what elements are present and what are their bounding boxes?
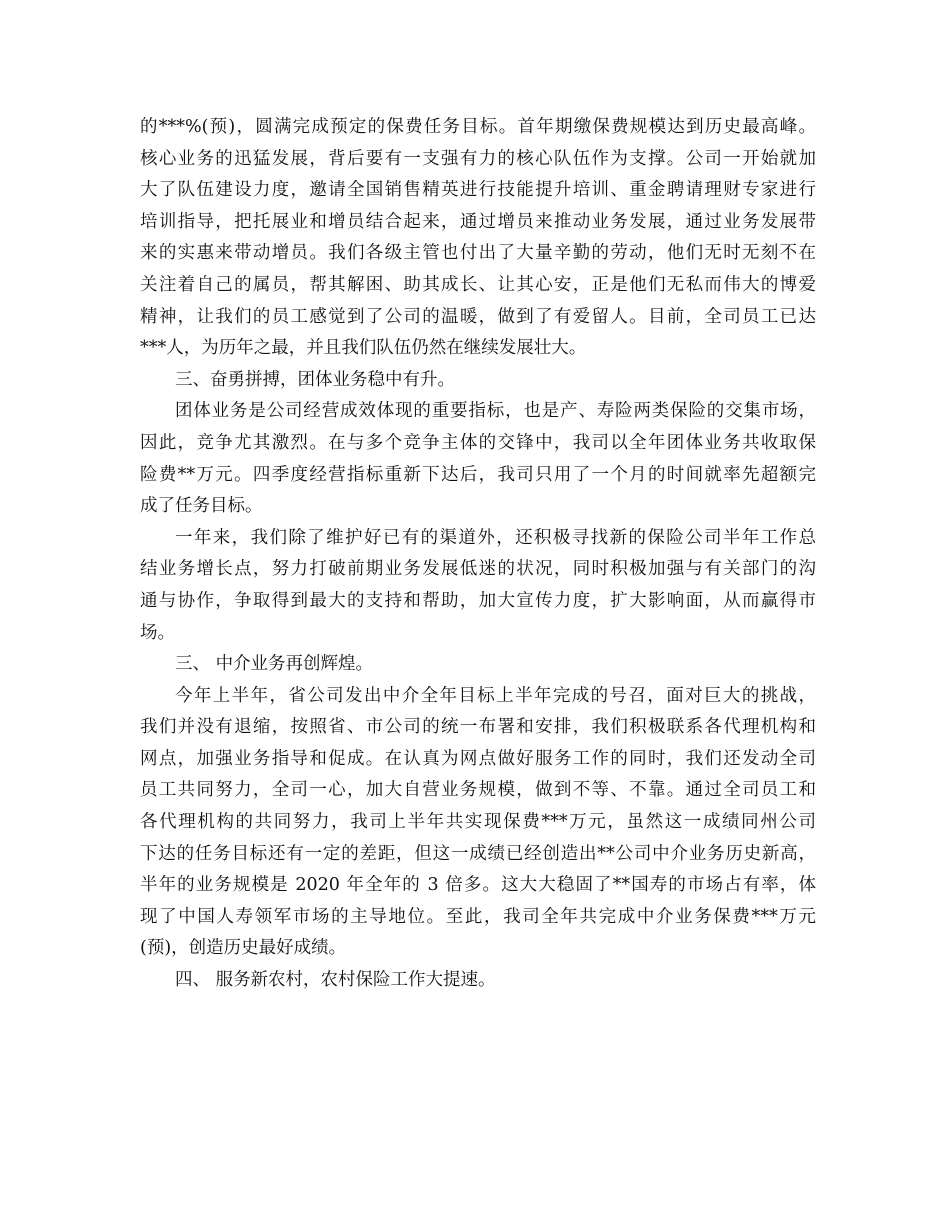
paragraph-line: 各代理机构的共同努力，我司上半年共实现保费***万元，虽然这一成绩同州公司 <box>140 812 816 833</box>
paragraph-line: 结业务增长点，努力打破前期业务发展低迷的状况，同时积极加强与有关部门的沟 <box>140 559 816 580</box>
paragraph-line: 下达的任务目标还有一定的差距，但这一成绩已经创造出**公司中介业务历史新高， <box>140 843 816 864</box>
paragraph-line: 因此，竞争尤其激烈。在与多个竞争主体的交锋中，我司以全年团体业务共收取保 <box>140 432 816 453</box>
paragraph-line: 来的实惠来带动增员。我们各级主管也付出了大量辛勤的劳动，他们无时无刻不在 <box>140 243 816 264</box>
paragraph-line: 一年来，我们除了维护好已有的渠道外，还积极寻找新的保险公司半年工作总 <box>175 527 816 548</box>
paragraph-line: 团体业务是公司经营成效体现的重要指标，也是产、寿险两类保险的交集市场， <box>175 401 816 422</box>
paragraph-line: 我们并没有退缩，按照省、市公司的统一布署和安排，我们积极联系各代理机构和 <box>140 717 816 738</box>
paragraph-line: 成了任务目标。 <box>140 496 263 517</box>
section-heading: 三、奋勇拼搏，团体业务稳中有升。 <box>175 369 455 390</box>
paragraph-line: ***人，为历年之最，并且我们队伍仍然在继续发展壮大。 <box>140 338 587 359</box>
paragraph-line: 险费**万元。四季度经营指标重新下达后，我司只用了一个月的时间就率先超额完 <box>140 464 816 485</box>
paragraph-line: 网点，加强业务指导和促成。在认真为网点做好服务工作的同时，我们还发动全司 <box>140 748 816 769</box>
section-heading: 三、 中介业务再创辉煌。 <box>175 654 374 675</box>
paragraph-line: 现了中国人寿领军市场的主导地位。至此，我司全年共完成中介业务保费***万元 <box>140 906 816 927</box>
paragraph-line: 核心业务的迅猛发展，背后要有一支强有力的核心队伍作为支撑。公司一开始就加 <box>140 148 816 169</box>
document-body <box>140 112 816 997</box>
paragraph-line: 关注着自己的属员，帮其解困、助其成长、让其心安，正是他们无私而伟大的博爱 <box>140 274 816 295</box>
section-heading: 四、 服务新农村，农村保险工作大提速。 <box>175 970 496 991</box>
paragraph-line: 大了队伍建设力度，邀请全国销售精英进行技能提升培训、重金聘请理财专家进行 <box>140 180 816 201</box>
paragraph-line: 的***%(预)，圆满完成预定的保费任务目标。首年期缴保费规模达到历史最高峰。 <box>140 117 816 137</box>
paragraph-line: 员工共同努力，全司一心，加大自营业务规模，做到不等、不靠。通过全司员工和 <box>140 780 816 801</box>
paragraph-line: 精神，让我们的员工感觉到了公司的温暖，做到了有爱留人。目前，全司员工已达 <box>140 306 816 327</box>
paragraph-line: 培训指导，把托展业和增员结合起来，通过增员来推动业务发展，通过业务发展带 <box>140 211 816 232</box>
paragraph-line: 半年的业务规模是 2020 年全年的 3 倍多。这大大稳固了**国寿的市场占有率，体 <box>140 875 816 896</box>
paragraph-line: 通与协作，争取得到最大的支持和帮助，加大宣传力度，扩大影响面，从而赢得市 <box>140 590 816 611</box>
paragraph-line: 今年上半年，省公司发出中介全年目标上半年完成的号召，面对巨大的挑战， <box>175 685 816 706</box>
paragraph-line: (预)，创造历史最好成绩。 <box>140 938 347 959</box>
paragraph-line: 场。 <box>140 622 175 643</box>
